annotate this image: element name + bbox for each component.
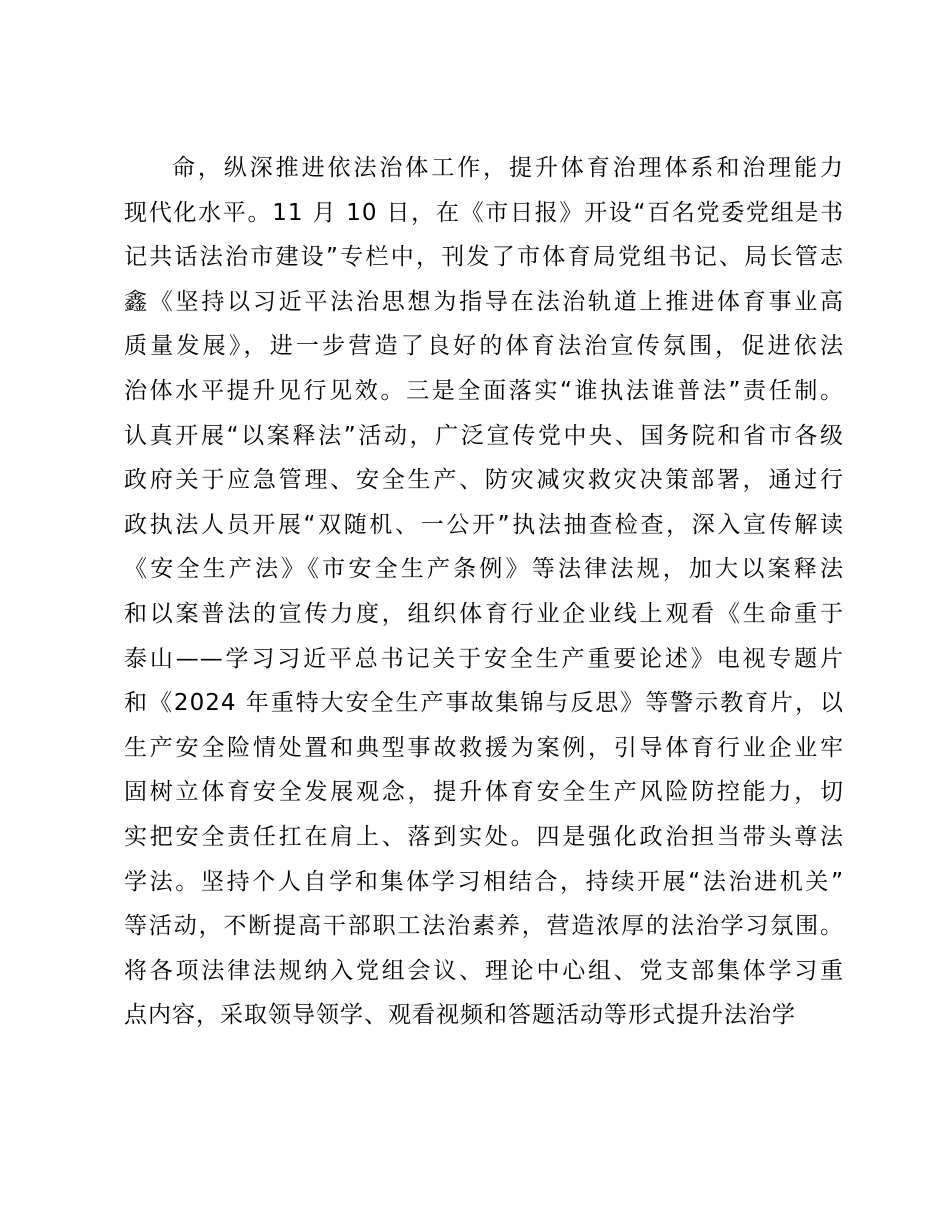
text-line-17: 学法。坚持个人自学和集体学习相结合，持续开展“法治进机关” <box>124 868 844 895</box>
text-line-8: 政府关于应急管理、安全生产、防灾减灾救灾决策部署，通过行 <box>124 467 844 494</box>
text-line-14: 生产安全险情处置和典型事故救援为案例，引导体育行业企业牢 <box>124 734 844 761</box>
text-line-12: 泰山——学习习近平总书记关于安全生产重要论述》电视专题片 <box>124 645 844 672</box>
text-line-2: 现代化水平。11 月 10 日，在《市日报》开设“百名党委党组是书 <box>124 199 844 226</box>
text-line-20: 点内容，采取领导领学、观看视频和答题活动等形式提升法治学 <box>124 1002 796 1029</box>
text-line-9: 政执法人员开展“双随机、一公开”执法抽查检查，深入宣传解读 <box>124 511 844 538</box>
text-line-7: 认真开展“以案释法”活动，广泛宣传党中央、国务院和省市各级 <box>124 422 844 449</box>
text-line-10: 《安全生产法》《市安全生产条例》等法律法规，加大以案释法 <box>124 556 844 583</box>
text-line-19: 将各项法律法规纳入党组会议、理论中心组、党支部集体学习重 <box>124 957 844 984</box>
text-line-15: 固树立体育安全发展观念，提升体育安全生产风险防控能力，切 <box>124 779 844 806</box>
text-line-4: 鑫《坚持以习近平法治思想为指导在法治轨道上推进体育事业高 <box>124 288 844 315</box>
text-line-3: 记共话法治市建设”专栏中，刊发了市体育局党组书记、局长管志 <box>124 244 844 271</box>
body-paragraph <box>124 146 844 1038</box>
text-line-1: 命，纵深推进依法治体工作，提升体育治理体系和治理能力 <box>172 155 844 181</box>
text-line-13: 和《2024 年重特大安全生产事故集锦与反思》等警示教育片，以 <box>124 690 844 717</box>
text-line-6: 治体水平提升见行见效。三是全面落实“谁执法谁普法”责任制。 <box>124 377 844 404</box>
text-line-5: 质量发展》，进一步营造了良好的体育法治宣传氛围，促进依法 <box>124 333 844 360</box>
text-line-16: 实把安全责任扛在肩上、落到实处。四是强化政治担当带头尊法 <box>124 823 844 850</box>
text-line-11: 和以案普法的宣传力度，组织体育行业企业线上观看《生命重于 <box>124 600 844 627</box>
text-line-18: 等活动，不断提高干部职工法治素养，营造浓厚的法治学习氛围。 <box>124 913 844 940</box>
